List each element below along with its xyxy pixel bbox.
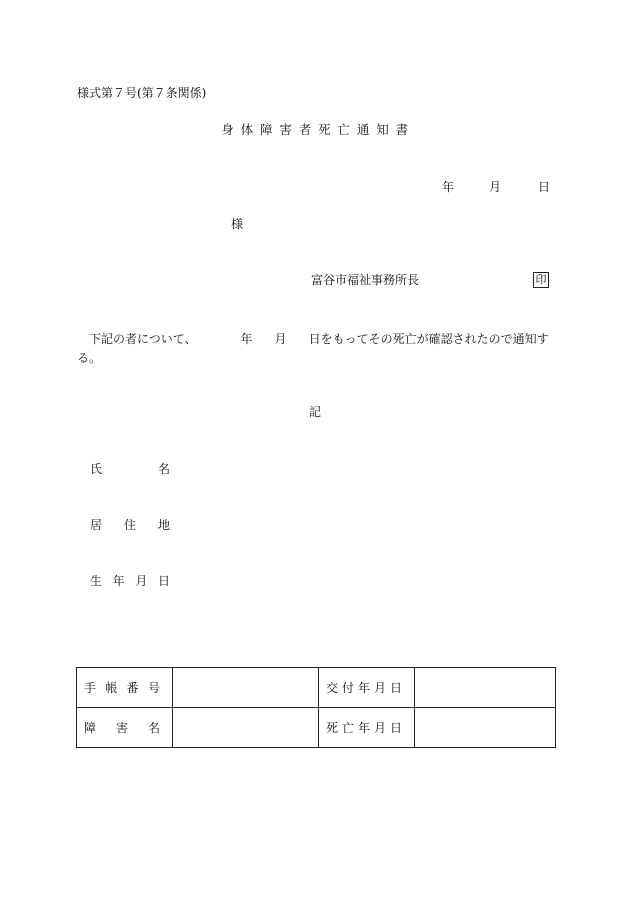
table-cell-label: 手帳番号	[77, 668, 173, 708]
table-cell-label: 交付年月日	[319, 668, 415, 708]
field-name-label: 氏名	[90, 462, 170, 476]
date-year-label: 年	[442, 180, 455, 194]
notice-body-part2: 日をもってその死亡が確認されたので通知する。	[77, 332, 549, 365]
field-birth-date-label: 生年月日	[90, 574, 170, 588]
seal-mark: 印	[533, 272, 549, 288]
table-cell-label: 死亡年月日	[319, 708, 415, 748]
field-address	[90, 519, 170, 531]
document-title: 身体障害者死亡通知書	[221, 122, 415, 137]
table-row	[77, 668, 556, 708]
field-birth-date	[90, 575, 170, 587]
issuer-name: 富谷市福祉事務所長	[311, 273, 420, 287]
notice-body	[77, 330, 557, 368]
table-cell-value[interactable]	[173, 668, 319, 708]
date-month-label: 月	[489, 180, 502, 194]
table-cell-value[interactable]	[415, 668, 556, 708]
table-cell-value[interactable]	[173, 708, 319, 748]
date-day-label: 日	[538, 180, 551, 194]
notice-body-month: 月	[274, 332, 287, 346]
form-number: 様式第７号(第７条関係)	[77, 86, 207, 100]
notice-body-part1: 下記の者について、	[89, 332, 197, 346]
records-table	[76, 667, 556, 748]
table-row	[77, 708, 556, 748]
table-cell-value[interactable]	[415, 708, 556, 748]
field-name	[90, 463, 170, 475]
notice-body-year: 年	[240, 332, 253, 346]
addressee-suffix: 様	[231, 217, 244, 231]
ki-heading: 記	[308, 405, 321, 419]
table-cell-label: 障害名	[77, 708, 173, 748]
field-address-label: 居住地	[90, 518, 170, 532]
